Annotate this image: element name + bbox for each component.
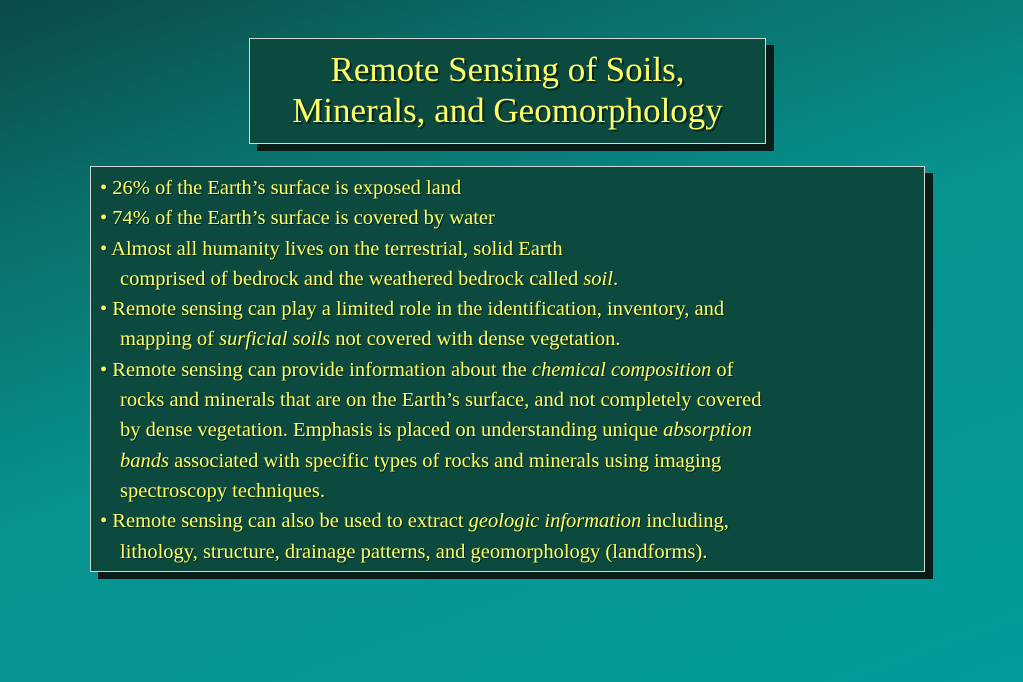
bullet-humanity-text: comprised of bedrock and the weathered bedrock called (120, 267, 584, 290)
slide-title-line-1: Remote Sensing of Soils, (330, 50, 685, 89)
bullet-geologic-text: • Remote sensing can also be used to extract (100, 510, 469, 533)
bullet-limited-role-line-1: • Remote sensing can play a limited role in the identification, inventory, and (100, 298, 725, 321)
bullet-chemical-line-1 (100, 355, 916, 385)
slide-title-line-2: Minerals, and Geomorphology (292, 91, 723, 130)
bullet-chemical-line-5: spectroscopy techniques. (120, 479, 325, 502)
bullet-chemical-emphasis: by dense vegetation. Emphasis is placed on understanding unique (120, 419, 664, 442)
bullet-humanity-end: . (612, 267, 619, 290)
bullet-chemical-imaging: associated with specific types of rocks and minerals using imaging (168, 449, 722, 472)
geologic-information-term: geologic information (468, 510, 642, 533)
surficial-soils-term: surficial soils (219, 328, 331, 351)
bullet-exposed-land: • 26% of the Earth’s surface is exposed land (100, 177, 462, 199)
bullet-humanity-line-1: • Almost all humanity lives on the terrestrial, solid Earth (100, 237, 563, 260)
absorption-term: absorption (663, 419, 752, 442)
bullet-chemical-line-2: rocks and minerals that are on the Earth’s surface, and not completely covered (120, 389, 762, 412)
bullet-geologic-line-1 (100, 506, 916, 536)
bullet-limited-role-end: not covered with dense vegetation. (330, 328, 621, 351)
bullet-chemical-line-4 (100, 446, 916, 476)
bullet-geologic-including: including, (641, 510, 729, 533)
chemical-composition-term: chemical composition (531, 358, 712, 381)
soil-term: soil (583, 267, 613, 290)
bullet-geologic-line-2: lithology, structure, drainage patterns, and geomorphology (landforms). (120, 540, 708, 563)
bands-term: bands (120, 449, 169, 472)
bullet-covered-by-water: • 74% of the Earth’s surface is covered by water (100, 207, 495, 230)
slide-body-box (90, 166, 925, 572)
bullet-chemical-text: • Remote sensing can provide information about the (100, 358, 532, 381)
bullet-limited-role-line-2 (100, 324, 916, 354)
bullet-limited-role-text: mapping of (120, 328, 220, 351)
bullet-humanity-line-2 (100, 264, 916, 294)
bullet-chemical-line-3 (100, 415, 916, 445)
bullet-chemical-of: of (711, 358, 734, 381)
slide-title-box (249, 38, 766, 144)
